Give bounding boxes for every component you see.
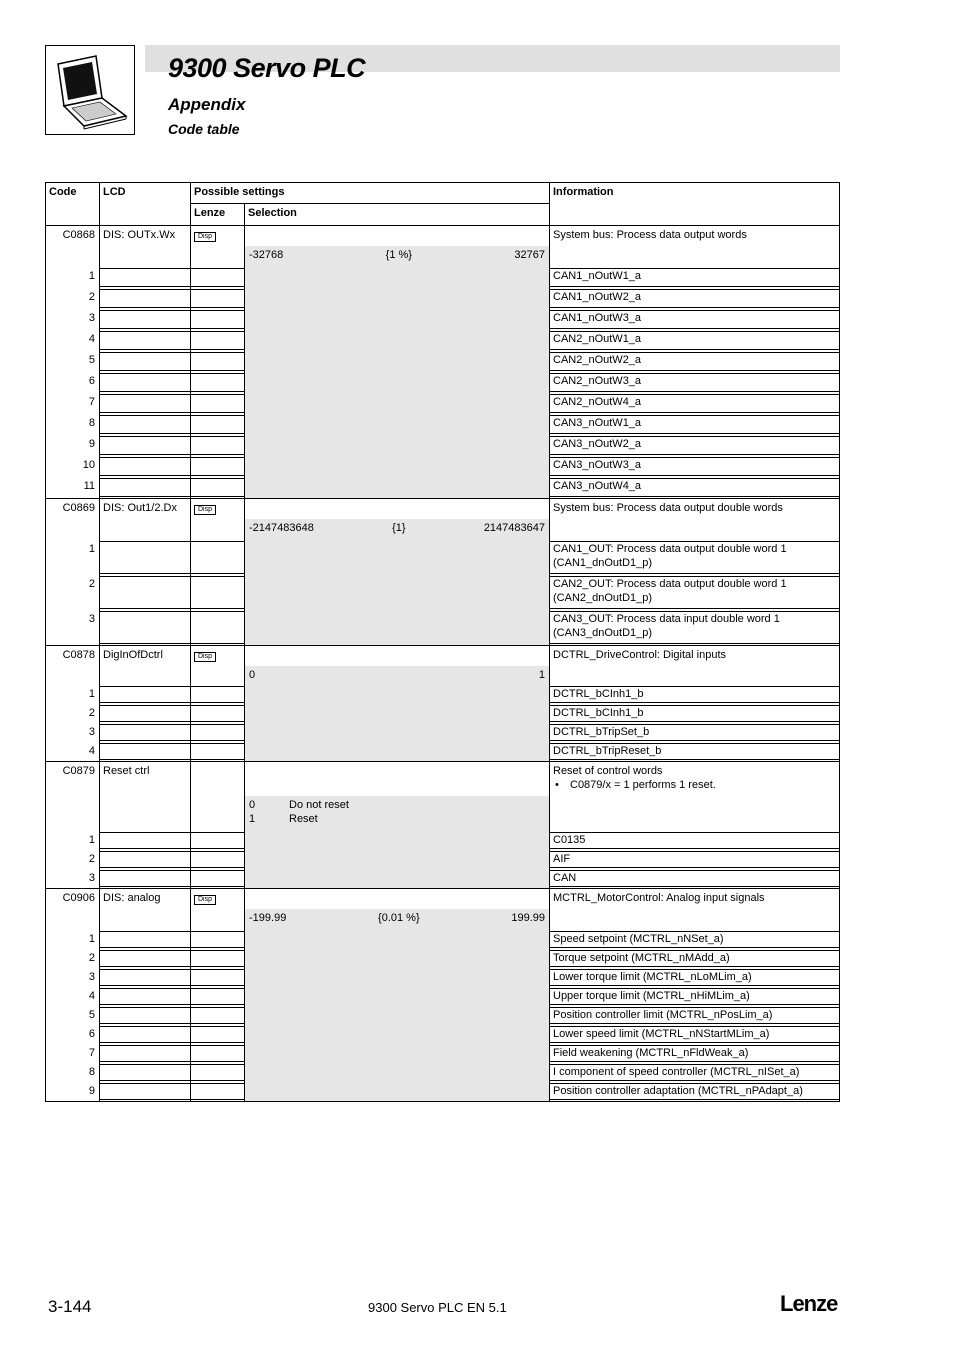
bullet-icon: • xyxy=(555,779,559,791)
code-cell: C0868 xyxy=(45,225,100,267)
subcode-index: 6 xyxy=(45,372,100,393)
code-group-c0868 xyxy=(45,225,840,498)
code-cell: C0869 xyxy=(45,498,100,540)
lenze-subcell xyxy=(191,723,245,742)
information-subcell xyxy=(550,987,840,1006)
lcd-subcell xyxy=(100,414,191,435)
code-group-c0869 xyxy=(45,498,840,645)
subcode-row xyxy=(45,723,840,742)
subcode-index: 8 xyxy=(45,1063,100,1082)
range-min: -199.99 xyxy=(249,912,287,924)
subcode-row xyxy=(45,477,840,498)
subcode-info: Upper torque limit (MCTRL_nHiMLim_a) xyxy=(553,990,750,1002)
selection-subcell xyxy=(245,267,550,288)
lenze-cell xyxy=(191,761,245,831)
selection-cell xyxy=(245,225,550,267)
information-subcell xyxy=(550,1044,840,1063)
information-subcell xyxy=(550,949,840,968)
subcode-row xyxy=(45,742,840,761)
subcode-info: Speed setpoint (MCTRL_nNSet_a) xyxy=(553,933,724,945)
subcode-index: 10 xyxy=(45,456,100,477)
option-value: 1 xyxy=(249,813,256,825)
subcode-index: 9 xyxy=(45,1082,100,1101)
subcode-index: 2 xyxy=(45,949,100,968)
information-subcell xyxy=(550,330,840,351)
selection-subcell xyxy=(245,704,550,723)
lcd-subcell xyxy=(100,1025,191,1044)
range-area xyxy=(245,796,549,831)
range-area xyxy=(245,246,549,267)
information-cell xyxy=(550,498,840,540)
selection-cell xyxy=(245,645,550,685)
lcd-subcell xyxy=(100,330,191,351)
subcode-row xyxy=(45,372,840,393)
lcd-subcell xyxy=(100,351,191,372)
subcode-row xyxy=(45,309,840,330)
subcode-info: Lower speed limit (MCTRL_nNStartMLim_a) xyxy=(553,1028,770,1040)
information-subcell xyxy=(550,540,840,575)
subcode-info: AIF xyxy=(553,853,571,865)
subcode-info: Field weakening (MCTRL_nFldWeak_a) xyxy=(553,1047,749,1059)
subsection-heading: Code table xyxy=(168,121,240,137)
selection-subcell xyxy=(245,1044,550,1063)
subcode-info-signal: (CAN2_dnOutD1_p) xyxy=(553,592,653,604)
subcode-row xyxy=(45,610,840,645)
subcode-index: 8 xyxy=(45,414,100,435)
selection-subcell xyxy=(245,540,550,575)
subcode-info: CAN3_nOutW4_a xyxy=(553,480,642,492)
subcode-index: 5 xyxy=(45,1006,100,1025)
header-selection: Selection xyxy=(245,204,550,225)
range-step: {1} xyxy=(392,522,406,534)
lenze-subcell xyxy=(191,869,245,888)
subcode-row xyxy=(45,330,840,351)
option-item xyxy=(249,798,545,812)
lcd-subcell xyxy=(100,704,191,723)
selection-subcell xyxy=(245,1006,550,1025)
lenze-subcell xyxy=(191,435,245,456)
information-subcell xyxy=(550,372,840,393)
information-subcell xyxy=(550,414,840,435)
lenze-cell xyxy=(191,888,245,930)
information-subcell xyxy=(550,831,840,850)
subcode-row xyxy=(45,393,840,414)
header-possible-settings: Possible settings xyxy=(191,182,550,204)
lcd-subcell xyxy=(100,949,191,968)
subcode-index: 2 xyxy=(45,704,100,723)
option-value: 0 xyxy=(249,799,256,811)
selection-subcell xyxy=(245,1063,550,1082)
subcode-index: 11 xyxy=(45,477,100,498)
selection-subcell xyxy=(245,477,550,498)
lenze-logo: Lenze xyxy=(780,1291,838,1316)
selection-subcell xyxy=(245,968,550,987)
subcode-index: 4 xyxy=(45,742,100,761)
range-max: 32767 xyxy=(514,249,545,261)
subcode-index: 1 xyxy=(45,267,100,288)
lcd-subcell xyxy=(100,742,191,761)
lenze-subcell xyxy=(191,685,245,704)
subcode-info: CAN3_nOutW3_a xyxy=(553,459,642,471)
information-subcell xyxy=(550,850,840,869)
lcd-cell: DIS: analog xyxy=(100,888,191,930)
selection-subcell xyxy=(245,949,550,968)
disp-badge: Disp xyxy=(194,895,216,905)
information-subcell xyxy=(550,1006,840,1025)
subcode-info: CAN2_OUT: Process data output double word 1 xyxy=(553,578,787,590)
header-code: Code xyxy=(45,182,100,204)
lcd-subcell xyxy=(100,309,191,330)
information-subcell xyxy=(550,477,840,498)
lcd-subcell xyxy=(100,987,191,1006)
range-max: 1 xyxy=(538,669,545,681)
subcode-index: 3 xyxy=(45,610,100,645)
subcode-info: Position controller limit (MCTRL_nPosLim_a) xyxy=(553,1009,773,1021)
code-cell: C0878 xyxy=(45,645,100,685)
code-cell: C0879 xyxy=(45,761,100,831)
lenze-subcell xyxy=(191,949,245,968)
lenze-subcell xyxy=(191,1044,245,1063)
lenze-subcell xyxy=(191,393,245,414)
subcode-info: CAN1_nOutW3_a xyxy=(553,312,642,324)
subcode-index: 3 xyxy=(45,968,100,987)
information-cell xyxy=(550,225,840,267)
selection-subcell xyxy=(245,610,550,645)
information-subcell xyxy=(550,1063,840,1082)
lenze-subcell xyxy=(191,987,245,1006)
code-group-c0879 xyxy=(45,761,840,888)
subcode-info: DCTRL_bTripReset_b xyxy=(553,745,662,757)
selection-subcell xyxy=(245,456,550,477)
lcd-subcell xyxy=(100,850,191,869)
subcode-info-signal: (CAN1_dnOutD1_p) xyxy=(553,557,653,569)
subcode-info: C0135 xyxy=(553,834,586,846)
subcode-index: 2 xyxy=(45,850,100,869)
subcode-row xyxy=(45,288,840,309)
information-text: System bus: Process data output double words xyxy=(553,502,783,514)
option-label: Reset xyxy=(289,813,318,825)
lcd-subcell xyxy=(100,869,191,888)
lcd-subcell xyxy=(100,267,191,288)
lcd-subcell xyxy=(100,477,191,498)
information-subcell xyxy=(550,1025,840,1044)
information-text: MCTRL_MotorControl: Analog input signals xyxy=(553,892,765,904)
lcd-subcell xyxy=(100,372,191,393)
subcode-row xyxy=(45,704,840,723)
subcode-index: 3 xyxy=(45,309,100,330)
subcode-info: CAN1_nOutW2_a xyxy=(553,291,642,303)
selection-subcell xyxy=(245,742,550,761)
disp-badge: Disp xyxy=(194,505,216,515)
subcode-index: 7 xyxy=(45,1044,100,1063)
lcd-subcell xyxy=(100,1044,191,1063)
subcode-row xyxy=(45,968,840,987)
subcode-info: CAN2_nOutW1_a xyxy=(553,333,642,345)
lenze-subcell xyxy=(191,540,245,575)
information-cell xyxy=(550,888,840,930)
subcode-info-signal: (CAN3_dnOutD1_p) xyxy=(553,627,653,639)
information-subcell xyxy=(550,742,840,761)
information-subcell xyxy=(550,267,840,288)
selection-subcell xyxy=(245,1082,550,1101)
lenze-subcell xyxy=(191,968,245,987)
lcd-subcell xyxy=(100,435,191,456)
information-subcell xyxy=(550,1082,840,1101)
selection-subcell xyxy=(245,393,550,414)
subcode-row xyxy=(45,850,840,869)
range-area xyxy=(245,909,549,930)
subcode-info: I component of speed controller (MCTRL_nISet_a) xyxy=(553,1066,800,1078)
lenze-subcell xyxy=(191,1025,245,1044)
subcode-row xyxy=(45,435,840,456)
lenze-cell xyxy=(191,645,245,685)
selection-subcell xyxy=(245,309,550,330)
subcode-info: DCTRL_bTripSet_b xyxy=(553,726,650,738)
lenze-subcell xyxy=(191,456,245,477)
code-cell: C0906 xyxy=(45,888,100,930)
lcd-subcell xyxy=(100,575,191,610)
selection-subcell xyxy=(245,930,550,949)
subcode-info: DCTRL_bCInh1_b xyxy=(553,707,644,719)
lcd-subcell xyxy=(100,610,191,645)
disp-badge: Disp xyxy=(194,232,216,242)
information-subcell xyxy=(550,869,840,888)
subcode-info: CAN3_OUT: Process data input double word 1 xyxy=(553,613,780,625)
subcode-index: 6 xyxy=(45,1025,100,1044)
subcode-index: 5 xyxy=(45,351,100,372)
lenze-subcell xyxy=(191,1063,245,1082)
lenze-subcell xyxy=(191,330,245,351)
header-lcd: LCD xyxy=(100,182,191,204)
subcode-info: CAN2_nOutW3_a xyxy=(553,375,642,387)
lenze-subcell xyxy=(191,477,245,498)
lenze-cell xyxy=(191,225,245,267)
lcd-subcell xyxy=(100,1006,191,1025)
lenze-subcell xyxy=(191,575,245,610)
subcode-row xyxy=(45,267,840,288)
range-area xyxy=(245,519,549,540)
information-subcell xyxy=(550,309,840,330)
selection-subcell xyxy=(245,372,550,393)
lenze-subcell xyxy=(191,414,245,435)
selection-subcell xyxy=(245,685,550,704)
lenze-subcell xyxy=(191,704,245,723)
lcd-cell: DIS: OUTx.Wx xyxy=(100,225,191,267)
lcd-subcell xyxy=(100,1063,191,1082)
selection-cell xyxy=(245,498,550,540)
selection-subcell xyxy=(245,351,550,372)
range-max: 2147483647 xyxy=(483,522,545,534)
subcode-index: 7 xyxy=(45,393,100,414)
subcode-info: DCTRL_bCInh1_b xyxy=(553,688,644,700)
selection-subcell xyxy=(245,723,550,742)
bullet-text: C0879/x = 1 performs 1 reset. xyxy=(570,779,716,791)
subcode-row xyxy=(45,1044,840,1063)
selection-cell xyxy=(245,761,550,831)
code-group-c0878 xyxy=(45,645,840,761)
selection-subcell xyxy=(245,435,550,456)
subcode-index: 1 xyxy=(45,930,100,949)
information-text: Reset of control words xyxy=(553,765,663,777)
subcode-index: 1 xyxy=(45,685,100,704)
lcd-subcell xyxy=(100,456,191,477)
subcode-index: 4 xyxy=(45,330,100,351)
lenze-cell xyxy=(191,498,245,540)
selection-subcell xyxy=(245,414,550,435)
information-subcell xyxy=(550,456,840,477)
document-reference: 9300 Servo PLC EN 5.1 xyxy=(368,1300,507,1315)
lcd-subcell xyxy=(100,968,191,987)
laptop-icon xyxy=(46,46,134,134)
subcode-index: 9 xyxy=(45,435,100,456)
subcode-row xyxy=(45,414,840,435)
disp-badge: Disp xyxy=(194,652,216,662)
selection-subcell xyxy=(245,1025,550,1044)
selection-subcell xyxy=(245,330,550,351)
information-bullet xyxy=(553,778,836,792)
subcode-index: 1 xyxy=(45,540,100,575)
lenze-subcell xyxy=(191,309,245,330)
subcode-row xyxy=(45,540,840,575)
selection-subcell xyxy=(245,850,550,869)
selection-subcell xyxy=(245,831,550,850)
range-area xyxy=(245,666,549,685)
subcode-index: 3 xyxy=(45,869,100,888)
subcode-info: CAN1_nOutW1_a xyxy=(553,270,642,282)
lenze-subcell xyxy=(191,1006,245,1025)
information-subcell xyxy=(550,723,840,742)
information-subcell xyxy=(550,393,840,414)
subcode-row xyxy=(45,456,840,477)
subcode-row xyxy=(45,987,840,1006)
lcd-subcell xyxy=(100,540,191,575)
subcode-info: CAN xyxy=(553,872,577,884)
subcode-row xyxy=(45,1063,840,1082)
header-information: Information xyxy=(550,182,840,204)
table-bottom-border xyxy=(45,1101,840,1102)
subcode-row xyxy=(45,575,840,610)
lenze-subcell xyxy=(191,930,245,949)
information-subcell xyxy=(550,930,840,949)
lenze-subcell xyxy=(191,1082,245,1101)
range-step: {1 %} xyxy=(385,249,412,261)
option-label: Do not reset xyxy=(289,799,349,811)
information-subcell xyxy=(550,704,840,723)
range-min: -2147483648 xyxy=(249,522,314,534)
information-subcell xyxy=(550,288,840,309)
subcode-info: CAN2_nOutW2_a xyxy=(553,354,642,366)
subcode-row xyxy=(45,1006,840,1025)
lenze-subcell xyxy=(191,742,245,761)
information-subcell xyxy=(550,610,840,645)
lcd-cell: Reset ctrl xyxy=(100,761,191,831)
page-number: 3-144 xyxy=(48,1297,92,1316)
subcode-row xyxy=(45,831,840,850)
code-table xyxy=(45,182,840,1102)
lenze-subcell xyxy=(191,288,245,309)
selection-cell xyxy=(245,888,550,930)
information-text: DCTRL_DriveControl: Digital inputs xyxy=(553,649,727,661)
lcd-subcell xyxy=(100,831,191,850)
information-subcell xyxy=(550,685,840,704)
lcd-cell: DigInOfDctrl xyxy=(100,645,191,685)
subcode-info: CAN3_nOutW2_a xyxy=(553,438,642,450)
information-cell xyxy=(550,645,840,685)
subcode-info: Position controller adaptation (MCTRL_nPAdapt_a) xyxy=(553,1085,803,1097)
laptop-icon-box xyxy=(45,45,135,135)
information-cell xyxy=(550,761,840,831)
range-max: 199.99 xyxy=(511,912,545,924)
lenze-subcell xyxy=(191,267,245,288)
lcd-subcell xyxy=(100,1082,191,1101)
lenze-subcell xyxy=(191,372,245,393)
range-min: 0 xyxy=(249,669,256,681)
lenze-subcell xyxy=(191,610,245,645)
lcd-cell: DIS: Out1/2.Dx xyxy=(100,498,191,540)
range-step: {0.01 %} xyxy=(378,912,420,924)
subcode-info: Lower torque limit (MCTRL_nLoMLim_a) xyxy=(553,971,752,983)
subcode-row xyxy=(45,351,840,372)
lenze-subcell xyxy=(191,831,245,850)
subcode-row xyxy=(45,949,840,968)
subcode-index: 4 xyxy=(45,987,100,1006)
subcode-index: 2 xyxy=(45,575,100,610)
information-subcell xyxy=(550,435,840,456)
information-text: System bus: Process data output words xyxy=(553,229,747,241)
information-subcell xyxy=(550,351,840,372)
subcode-row xyxy=(45,1082,840,1101)
selection-subcell xyxy=(245,575,550,610)
range-min: -32768 xyxy=(249,249,284,261)
subcode-row xyxy=(45,930,840,949)
subcode-info: CAN2_nOutW4_a xyxy=(553,396,642,408)
header-lenze: Lenze xyxy=(191,204,245,225)
subcode-index: 3 xyxy=(45,723,100,742)
subcode-row xyxy=(45,869,840,888)
lcd-subcell xyxy=(100,288,191,309)
subcode-index: 2 xyxy=(45,288,100,309)
subcode-info: CAN1_OUT: Process data output double word 1 xyxy=(553,543,787,555)
subcode-info: CAN3_nOutW1_a xyxy=(553,417,642,429)
section-heading: Appendix xyxy=(168,95,246,114)
information-subcell xyxy=(550,968,840,987)
lcd-subcell xyxy=(100,723,191,742)
lcd-subcell xyxy=(100,685,191,704)
option-item xyxy=(249,812,545,826)
subcode-index: 1 xyxy=(45,831,100,850)
subcode-row xyxy=(45,685,840,704)
information-subcell xyxy=(550,575,840,610)
lenze-subcell xyxy=(191,351,245,372)
lcd-subcell xyxy=(100,393,191,414)
page-title: 9300 Servo PLC xyxy=(168,53,366,83)
selection-subcell xyxy=(245,288,550,309)
selection-subcell xyxy=(245,987,550,1006)
subcode-row xyxy=(45,1025,840,1044)
selection-subcell xyxy=(245,869,550,888)
lcd-subcell xyxy=(100,930,191,949)
code-group-c0906 xyxy=(45,888,840,1101)
lenze-subcell xyxy=(191,850,245,869)
subcode-info: Torque setpoint (MCTRL_nMAdd_a) xyxy=(553,952,730,964)
